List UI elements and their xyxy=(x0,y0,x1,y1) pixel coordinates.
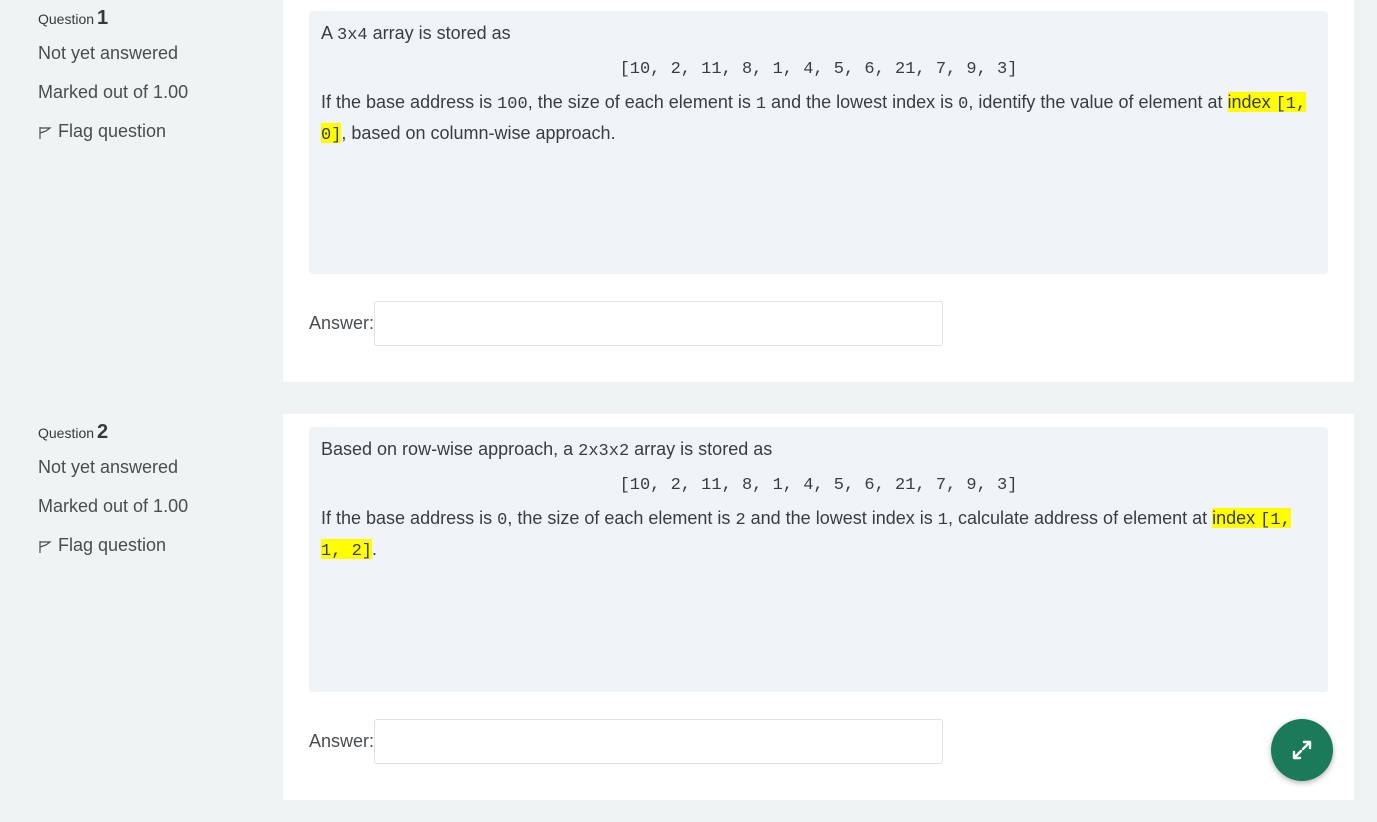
highlighted-index: index [1, 1, 2] xyxy=(321,508,1291,561)
highlighted-index: index [1, 0] xyxy=(321,92,1307,145)
question-prompt: If the base address is 0, the size of each element is 2 and the lowest index is 1, calculate address of element at index [1, 1, 2]. xyxy=(321,508,1291,561)
array-values: [10, 2, 11, 8, 1, 4, 5, 6, 21, 7, 9, 3] xyxy=(619,476,1018,495)
flag-label: Flag question xyxy=(58,121,167,141)
question-number: Question 2 xyxy=(38,421,109,443)
flag-question-button[interactable] xyxy=(38,120,268,142)
question-info xyxy=(38,0,268,142)
answer-label: Answer: xyxy=(309,313,375,333)
question-intro: A 3x4 array is stored as xyxy=(321,23,511,45)
flag-icon xyxy=(38,126,52,140)
answer-label: Answer: xyxy=(309,731,375,751)
question-content xyxy=(283,0,1354,382)
question-1 xyxy=(0,0,1377,382)
question-content xyxy=(283,414,1354,800)
question-text xyxy=(309,11,1328,274)
answer-row xyxy=(309,719,943,764)
expand-arrows-icon xyxy=(1291,739,1313,761)
question-grade: Marked out of 1.00 xyxy=(38,496,189,516)
question-grade: Marked out of 1.00 xyxy=(38,82,189,102)
flag-label: Flag question xyxy=(58,535,167,555)
expand-button[interactable] xyxy=(1271,719,1333,781)
question-number: Question 1 xyxy=(38,7,109,29)
answer-row xyxy=(309,301,943,346)
question-2 xyxy=(0,414,1377,800)
question-state: Not yet answered xyxy=(38,457,179,477)
flag-question-button[interactable] xyxy=(38,534,268,556)
question-prompt: If the base address is 100, the size of each element is 1 and the lowest index is 0, identify the value of element at index [1, 0], based on column-wise approach. xyxy=(321,92,1307,145)
question-intro: Based on row-wise approach, a 2x3x2 array is stored as xyxy=(321,439,773,461)
question-state: Not yet answered xyxy=(38,43,179,63)
flag-icon xyxy=(38,540,52,554)
answer-input[interactable] xyxy=(374,301,943,346)
question-text xyxy=(309,427,1328,692)
answer-input[interactable] xyxy=(374,719,943,764)
question-info xyxy=(38,414,268,556)
array-values: [10, 2, 11, 8, 1, 4, 5, 6, 21, 7, 9, 3] xyxy=(619,60,1018,79)
